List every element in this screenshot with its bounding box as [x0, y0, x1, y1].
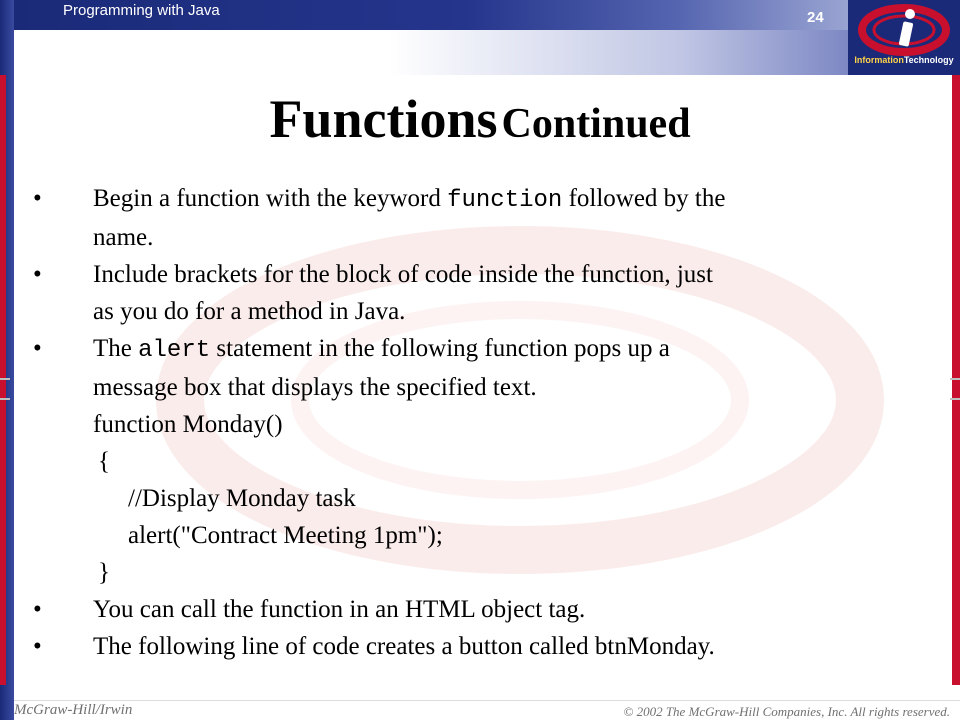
bullet-text: as you do for a method in Java.: [93, 298, 406, 325]
slide-number: 24: [807, 9, 824, 26]
bullet-text: Begin a function with the keyword: [93, 185, 441, 212]
title-main: Functions: [269, 89, 498, 149]
bullet-text: name.: [93, 224, 154, 251]
page-title: [0, 88, 960, 150]
bullet-text: Include brackets for the block of code inside the function, just: [93, 261, 713, 288]
code-line: alert("Contract Meeting 1pm");: [128, 522, 443, 549]
title-rest: Continued: [501, 101, 691, 147]
code-line: function Monday(): [93, 411, 283, 438]
inline-code: alert: [138, 337, 211, 364]
bullet-text: The: [93, 335, 132, 362]
bullet-text: followed by the: [568, 185, 726, 212]
bullet-text: The following line of code creates a button called btnMonday.: [93, 633, 715, 660]
bullet-marker: •: [33, 335, 42, 362]
footer-copyright: © 2002 The McGraw-Hill Companies, Inc. All rights reserved.: [623, 704, 950, 719]
bullet-marker: •: [33, 596, 42, 623]
bullet-marker: •: [33, 261, 42, 288]
list-item: [28, 180, 928, 256]
logo-emblem-icon: [848, 0, 960, 58]
course-title: Programming with Java: [63, 2, 220, 19]
list-item: [28, 330, 928, 406]
footer-divider: [14, 700, 960, 701]
code-line: //Display Monday task: [128, 485, 356, 512]
list-item: [28, 256, 928, 330]
bullet-text: You can call the function in an HTML object tag.: [93, 596, 586, 623]
bullet-text: message box that displays the specified text.: [93, 374, 537, 401]
list-item: [28, 591, 928, 628]
logo-label-rest: Technology: [903, 55, 954, 65]
inline-code: function: [447, 187, 563, 214]
edge-marker: [0, 378, 10, 380]
edge-marker: [0, 398, 10, 400]
edge-marker: [950, 378, 960, 380]
slide-content: [28, 180, 928, 665]
right-red-stripe: [952, 75, 960, 685]
logo-label: [848, 55, 960, 65]
it-logo: [848, 0, 960, 75]
footer-publisher: McGraw-Hill/Irwin: [14, 702, 133, 718]
left-red-stripe: [0, 75, 6, 685]
code-line: }: [98, 559, 110, 586]
header-gradient: [14, 30, 848, 75]
bullet-text: statement in the following function pops up a: [216, 335, 670, 362]
logo-label-accent: Information: [854, 55, 904, 65]
bullet-marker: •: [33, 633, 42, 660]
list-item: [28, 628, 928, 665]
edge-marker: [950, 398, 960, 400]
code-line: {: [98, 448, 110, 475]
bullet-marker: •: [33, 185, 42, 212]
